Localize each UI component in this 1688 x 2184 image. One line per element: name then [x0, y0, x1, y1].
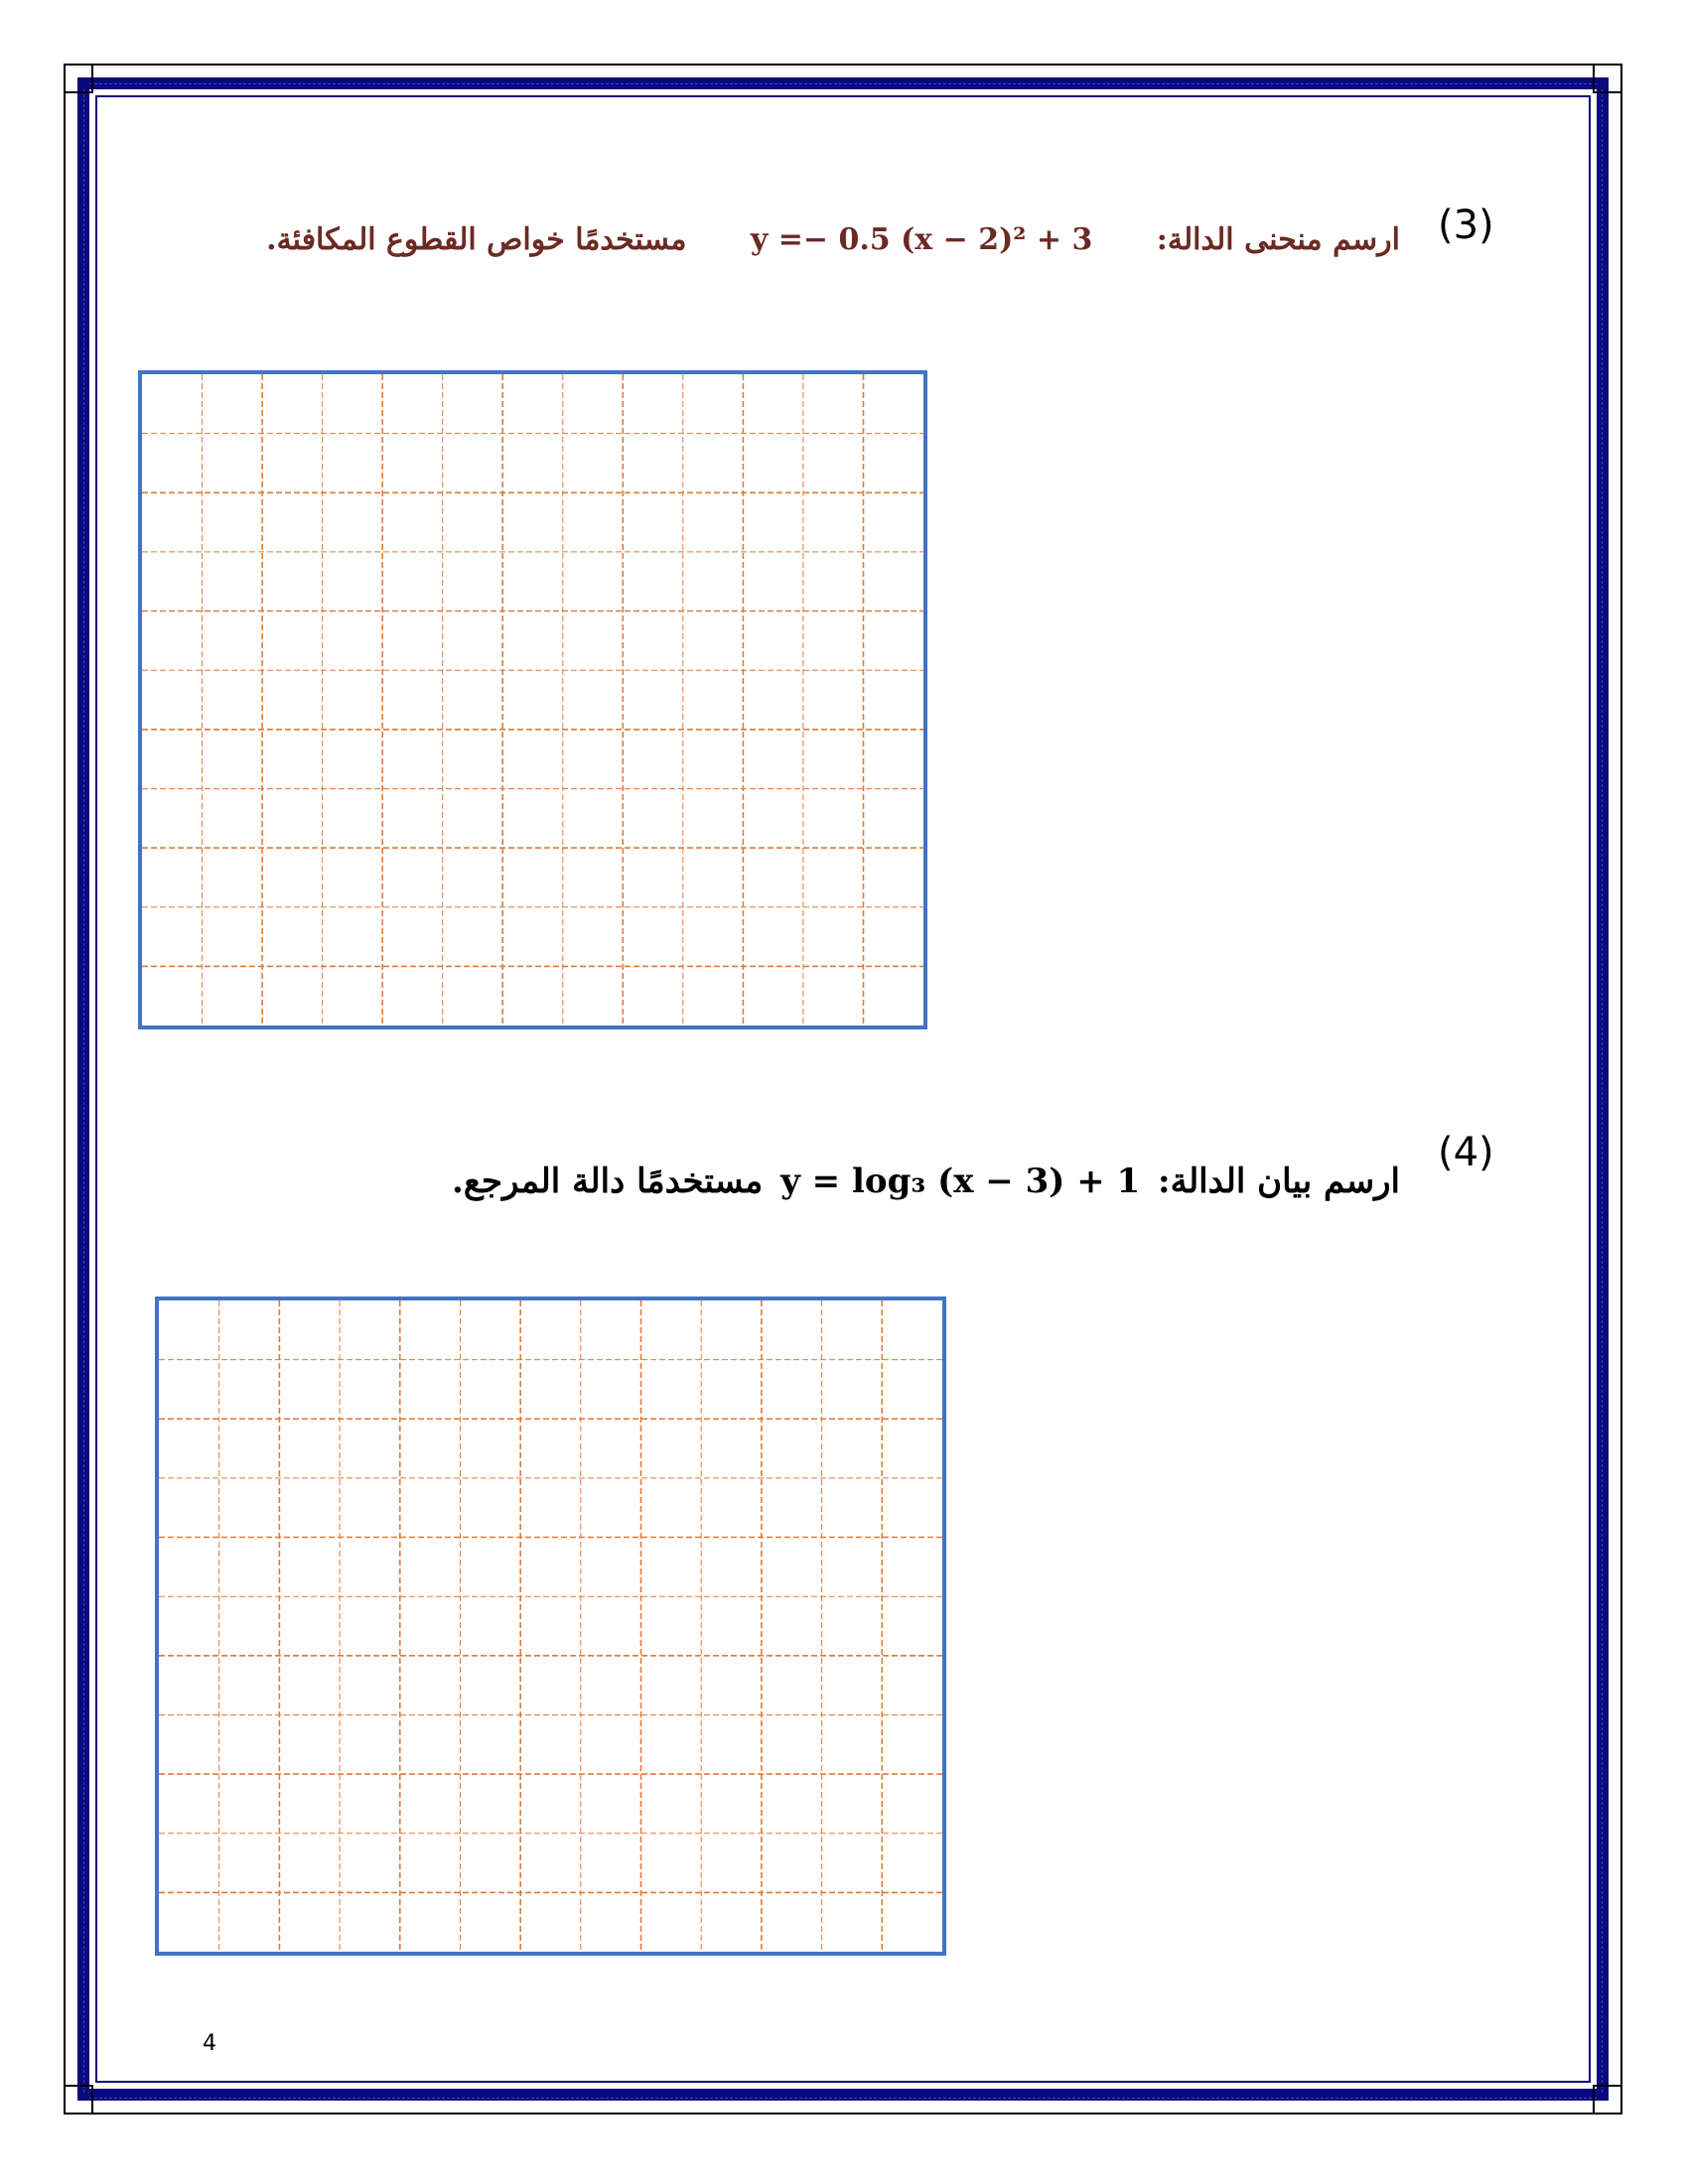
question-4-suffix: مستخدمًا دالة المرجع. — [452, 1161, 764, 1201]
grid-lines-question-4 — [159, 1300, 942, 1952]
question-3-number: (3) — [1438, 203, 1494, 248]
question-3-text — [266, 222, 1400, 257]
frame-corner-bottom-right — [1593, 2085, 1622, 2115]
graph-grid-question-3[interactable] — [138, 370, 927, 1029]
question-3-prompt: ارسم منحنى الدالة: — [1156, 222, 1400, 257]
question-4-formula: y = log₃ (x − 3) + 1 — [780, 1161, 1141, 1201]
page-frame-dash-right — [1602, 89, 1603, 2093]
question-3-suffix: مستخدمًا خواص القطوع المكافئة. — [266, 222, 687, 257]
question-4-prompt: ارسم بيان الدالة: — [1158, 1161, 1400, 1201]
grid-lines-question-3 — [142, 374, 923, 1025]
page-frame-dash-left — [83, 89, 84, 2093]
frame-corner-top-right — [1593, 64, 1622, 93]
frame-corner-bottom-left — [64, 2085, 93, 2115]
frame-corner-top-left — [64, 64, 93, 93]
question-3-formula: y =− 0.5 (x − 2)² + 3 — [750, 222, 1093, 257]
graph-grid-question-4[interactable] — [155, 1297, 946, 1956]
page-frame-dash-bottom — [89, 2098, 1597, 2099]
question-4-text — [452, 1161, 1400, 1201]
question-4-number: (4) — [1438, 1130, 1494, 1175]
page-frame-dash-top — [89, 83, 1597, 84]
page-number: 4 — [203, 2031, 216, 2056]
